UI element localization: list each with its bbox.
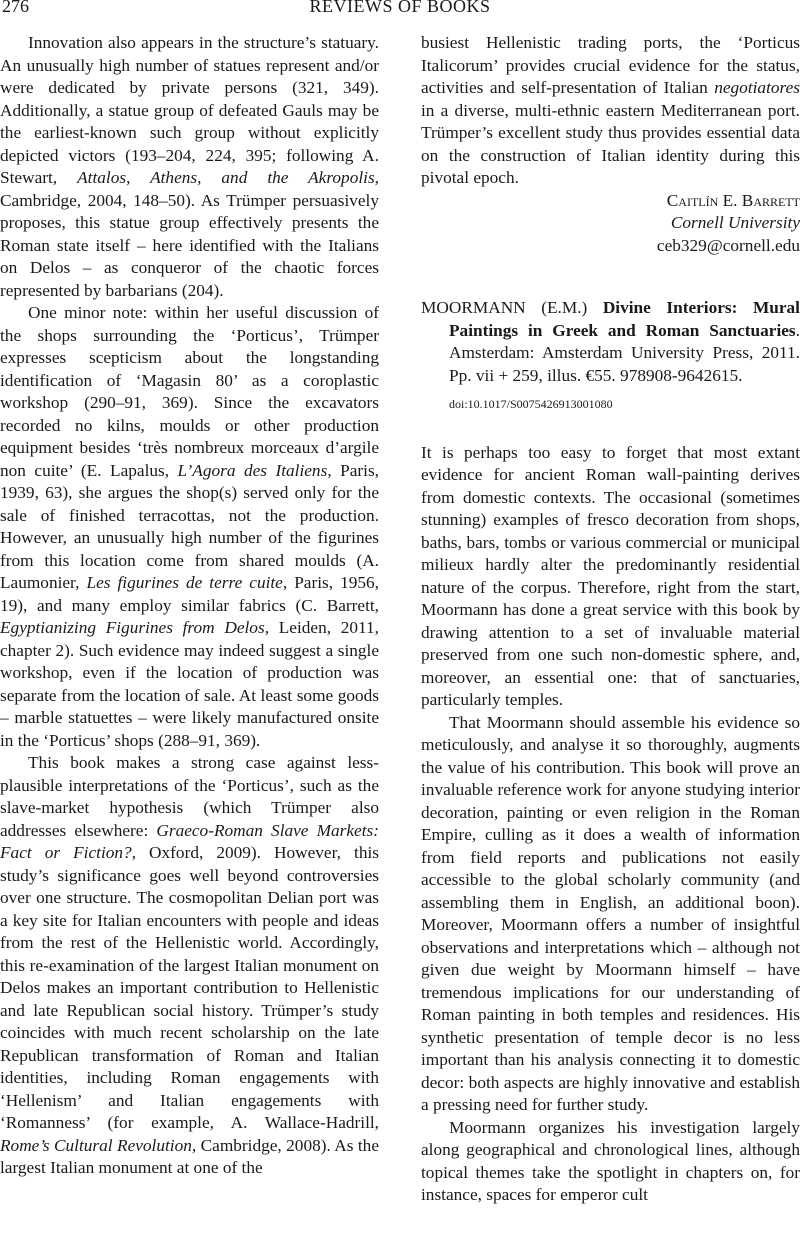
- citation-title: Les figurines de terre cuite: [86, 573, 283, 592]
- reviewer-affiliation: Cornell University: [670, 213, 800, 232]
- paragraph: It is perhaps too easy to forget that most extant evidence for ancient Roman wall-painting derives from domestic contexts. The occasional (sometimes stunning) examples of fresco decoration from shops, baths, bars, tombs or various commercial or municipal milieux hardly alter the predominantly residential nature of the corpus. Therefore, right from the start, Moormann has done a great service with this book by drawing attention to a set of invaluable material preserved from one such non-domestic sphere, and, moreover, an essential one: that of sanctuaries, particularly temples.: [421, 442, 800, 709]
- text: Innovation also appears in the structure’s statuary. An unusually high number of statues represent and/or were dedicated by private persons (321, 349). Additionally, a statue group of defeated Gauls may be the earliest-known such group without explicitly depicted victors (193–204, 224, 395; following A. Stewart,: [0, 33, 379, 187]
- text: in a diverse, multi-ethnic eastern Mediterranean port. Trümper’s excellent study thus provides essential data on the construction of Italian identity during this pivotal epoch.: [421, 100, 800, 187]
- reviewer-email: ceb329@cornell.edu: [656, 235, 800, 255]
- book-publication: . Amsterdam: Amsterdam University Press, 2011. Pp. vii + 259, illus. €55. 978908-9642615.: [449, 320, 800, 385]
- text: busiest Hellenistic trading ports, the ‘Porticus Italicorum’ provides crucial evidence for the status, activities and self-presentation of Italian: [421, 33, 800, 97]
- reviewer-name: Caitlín E. Barrett: [666, 190, 800, 210]
- paragraph: Moormann organizes his investigation largely along geographical and chronological lines, although topical themes take the spotlight in chapters on, for instance, spaces for emperor cult: [421, 1117, 800, 1204]
- paragraph: [0, 32, 379, 302]
- text: , Paris, 1939, 63), she argues the shop(s) served only for the sale of finished terracottas, not the production. However, an unusually high number of the figurines from this location come from shared moulds (A. Laumonier,: [0, 460, 379, 592]
- running-head: [0, 0, 800, 18]
- left-column: [0, 32, 379, 1180]
- running-title: REVIEWS OF BOOKS: [309, 0, 491, 16]
- paragraph: [421, 32, 800, 190]
- book-author: MOORMANN (E.M.): [421, 298, 588, 317]
- right-column: [421, 32, 800, 1207]
- doi: doi:10.1017/S0075426913001080: [449, 397, 613, 411]
- citation-title: Attalos, Athens, and the Akropolis: [77, 168, 375, 187]
- foreign-term: negotiatores: [714, 78, 800, 97]
- citation-title: Graeco-Roman Slave Markets: Fact or Fiction?: [0, 820, 379, 862]
- paragraph: [0, 752, 379, 1180]
- text: , Cambridge, 2008). As the largest Italian monument at one of the: [0, 1135, 379, 1177]
- citation-title: Rome’s Cultural Revolution: [0, 1135, 192, 1155]
- text: One minor note: within her useful discussion of the shops surrounding the ‘Porticus’, Trümper expresses scepticism about the longstanding identification of ‘Magasin 80’ as a coroplastic workshop (290–91, 369). Since the excavators recorded no kilns, moulds or other production equipment besides ‘très nombreux morceaux d’argile non cuite’ (E. Lapalus,: [0, 303, 379, 480]
- text: This book makes a strong case against less-plausible interpretations of the ‘Porticus’, such as the slave-market hypothesis (which Trümper also addresses elsewhere:: [0, 753, 379, 840]
- text: , Oxford, 2009). However, this study’s significance goes well beyond controversies over one structure. The cosmopolitan Delian port was a key site for Italian encounters with people and ideas from the rest of the Hellenistic world. Accordingly, this re-examination of the largest Italian monument on Delos makes an important contribution to Hellenistic and late Republican social history. Trümper’s study coincides with much recent scholarship on the late Republican transformation of Roman and Italian identities, including Roman engagements with ‘Hellenism’ and Italian engagements with ‘Romanness’ (for example, A. Wallace-Hadrill,: [0, 843, 379, 1132]
- paragraph: That Moormann should assemble his evidence so meticulously, and analyse it so thoroughly, augments the value of his contribution. This book will prove an invaluable reference work for anyone studying interior decoration, painting or even religion in the Roman Empire, culling as it does a wealth of information from field reports and publications not easily accessible to the global scholarly community (and assembling them in English, an additional boon). Moreover, Moormann offers a number of insightful observations and interpretations which – although not given due weight by Moormann himself – have tremendous implications for our understanding of Roman painting in both temples and residences. His synthetic presentation of temple decor is no less important than his analysis connecting it to domestic decor: both aspects are highly innovative and establish a pressing need for further study.: [421, 712, 800, 1114]
- text: , Cambridge, 2004, 148–50). As Trümper persuasively proposes, this statue group effectively presents the Roman state itself – here identified with the Italians on Delos – as conqueror of the chaotic forces represented by barbarians (204).: [0, 168, 379, 300]
- text: , Leiden, 2011, chapter 2). Such evidence may indeed suggest a single workshop, even if the location of production was separate from the location of sale. At least some goods – marble statuettes – were likely manufactured onsite in the ‘Porticus’ shops (288–91, 369).: [0, 618, 379, 750]
- paragraph: [0, 302, 379, 752]
- book-citation-text: [421, 297, 800, 387]
- text: , Paris, 1956, 19), and many employ similar fabrics (C. Barrett,: [0, 573, 379, 615]
- citation-title: L’Agora des Italiens: [177, 460, 328, 480]
- citation-title: Egyptianizing Figurines from Delos: [0, 618, 265, 637]
- page-number: 276: [2, 0, 29, 16]
- book-title: Divine Interiors: Mural Paintings in Greek and Roman Sanctuaries: [449, 298, 800, 340]
- book-citation: [421, 297, 800, 416]
